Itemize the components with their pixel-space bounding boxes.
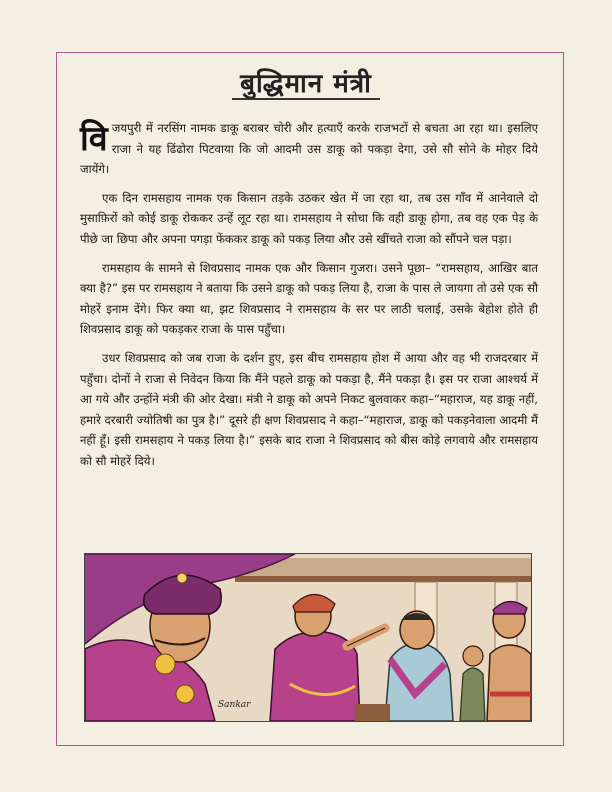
paragraph-1	[80, 118, 538, 180]
page-title: बुद्धिमान मंत्री	[240, 69, 372, 99]
thief-figure	[487, 601, 531, 721]
artist-signature: Sankar	[218, 700, 251, 710]
illustration-drawing	[85, 554, 531, 721]
drop-cap: वि	[80, 119, 108, 159]
stand	[355, 704, 390, 721]
paragraph-1-text: जयपुरी में नरसिंग नामक डाकू बराबर चोरी और हत्याएँ करके राजभटों से बचता आ रहा था। इसलिए राजा ने यह ढिंढोरा पिटवाया कि जो आदमी उस डाकू को पकड़ा देगा, उसे सौ सोने के मोहर दिये जायेंगे।	[80, 121, 538, 177]
paragraph-2: एक दिन रामसहाय नामक एक किसान तड़के उठकर खेत में जा रहा था, तब उस गाँव में आनेवाले दो मुसाफ़िरों को कोई डाकू रोककर उन्हें लूट रहा था। रामसहाय ने सोचा कि वही डाकू होगा, तब वह एक पेड़ के पीछे जा छिपा और अपना पगड़ा फेंककर डाकू को पकड़ लिया और उसे खींचते राजा को सौंपने चल पड़ा।	[80, 190, 538, 246]
title-underline	[232, 98, 380, 100]
guard-figure	[460, 646, 485, 721]
paragraph-3: रामसहाय के सामने से शिवप्रसाद नामक एक और किसान गुजरा। उसने पूछा– “रामसहाय, आखिर बात क्या है?” इस पर रामसहाय ने बताया कि उसने डाकू को पकड़ लिया है, राजा के पास ले जायगा तो उसे एक सौ मोहरें इनाम देंगे। फिर क्या था, झट शिवप्रसाद ने रामसहाय के सर पर लाठी चलाई, उसके बेहोश होते ही शिवप्रसाद डाकू को पकड़कर राजा के पास पहुँचा।	[80, 260, 538, 337]
story-text	[80, 118, 538, 480]
cornice-shadow	[235, 576, 531, 582]
paragraph-4: उधर शिवप्रसाद को जब राजा के दर्शन हुए, इस बीच रामसहाय होश में आया और वह भी राजदरबार में पहुँचा। दोनों ने राजा से निवेदन किया कि मैंने पहले डाकू को पकड़ा है, मैंने पकड़ा है। इस पर राजा आश्चर्य में आ गये और उन्होंने मंत्री की ओर देखा। मंत्री ने डाकू को अपने निकट बुलवाकर कहा–“महाराज, यह डाकू नहीं, हमारे दरबारी ज्योतिषी का पुत्र है।” दूसरे ही क्षण शिवप्रसाद ने कहा–“महाराज, डाकू को पकड़नेवाला आदमी मैं नहीं हूँ। इसी रामसहाय ने पकड़ लिया है।” इसके बाद राजा ने शिवप्रसाद को बीस कोड़े लगवाये और रामसहाय को सौ मोहरें दिये।	[80, 350, 538, 468]
court-illustration	[84, 553, 532, 722]
